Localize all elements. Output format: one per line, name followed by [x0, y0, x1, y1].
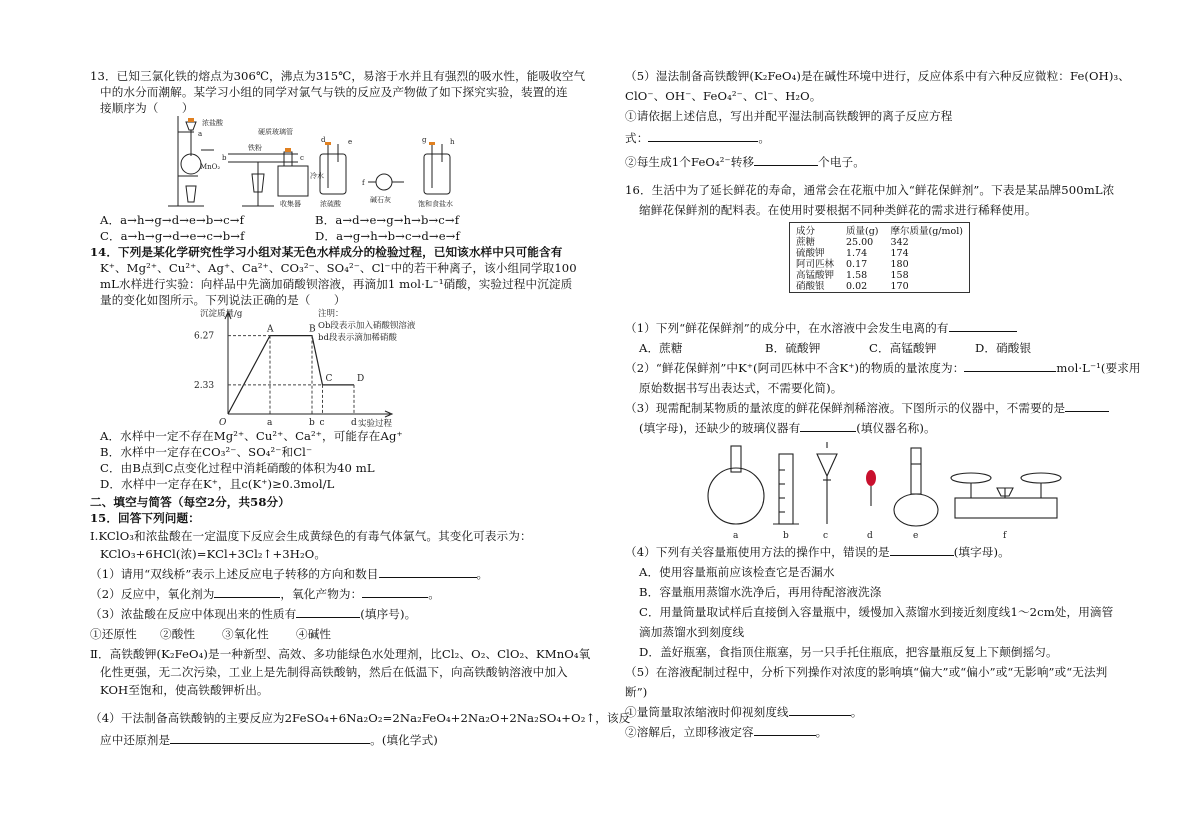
table-cell: 阿司匹林 [796, 259, 835, 270]
fig-label-glass-tube: 硬质玻璃管 [258, 128, 293, 136]
table-cell: 1.58 [846, 270, 868, 281]
q15-sub5-blank-1[interactable] [648, 130, 758, 142]
q15-sub1 [90, 566, 488, 582]
fig-label-soda-lime: 碱石灰 [370, 196, 391, 204]
q15-sub3-end: (填序号)。 [360, 607, 417, 621]
q15-sub5-line5-text-b: 个电子。 [818, 155, 865, 169]
graduated-cylinder-icon [773, 454, 799, 524]
dropper-icon [866, 470, 876, 506]
q16-sub4-blank[interactable] [890, 544, 954, 556]
round-bottom-flask-icon [708, 446, 764, 524]
q16-sub3-blank-1[interactable] [1065, 400, 1109, 412]
q15-sub3-text: （3）浓盐酸在反应中体现出来的性质有 [90, 607, 297, 621]
instrument-label-c: c [823, 531, 829, 541]
q14-line3: mL水样进行实验：向样品中先滴加硝酸钡溶液，再滴加1 mol·L⁻¹硝酸，实验过程中沉淀质 [100, 277, 573, 291]
precipitate-chart [190, 306, 500, 430]
table-cell: 硝酸银 [796, 281, 825, 292]
table-row [790, 237, 969, 248]
q16-sub4-option-c-line1: C．用量筒量取试样后直接倒入容量瓶中，缓慢加入蒸馏水到接近刻度线1～2cm处，用滴管 [639, 605, 1114, 619]
table-row [790, 281, 969, 292]
fig-label-collector: 收集器 [280, 200, 301, 208]
q16-sub4-option-d: D．盖好瓶塞，食指顶住瓶塞，另一只手托住瓶底，把容量瓶反复上下颠倒摇匀。 [639, 645, 1058, 659]
q14-line1: 14．下列是某化学研究性学习小组对某无色水样成分的检验过程，已知该水样中只可能含有 [90, 245, 563, 259]
fig-label-conc-h2so4: 浓硫酸 [320, 200, 341, 208]
chart-annotation-2: bd段表示滴加稀硝酸 [318, 333, 397, 343]
lab-instruments-figure [705, 440, 1105, 542]
q15-sub5-line1: （5）湿法制备高铁酸钾(K₂FeO₄)是在碱性环境中进行，反应体系中有六种反应微粒：Fe(OH)₃、 [625, 69, 1130, 83]
q15-sub2-blank-1[interactable] [214, 586, 280, 598]
instrument-label-b: b [783, 531, 789, 541]
chart-point-label: A [267, 324, 274, 335]
q15-sub1-end: 。 [476, 567, 489, 581]
q16-sub1-option-c: C．高锰酸钾 [869, 341, 937, 355]
table-header: 质量(g) [846, 226, 879, 237]
table-header: 摩尔质量(g/mol) [890, 226, 963, 237]
fig-label-mno2: MnO₂ [200, 163, 221, 171]
table-cell: 0.17 [846, 259, 868, 270]
table-header: 成分 [796, 226, 816, 237]
q16-sub5-item-1-end: 。 [850, 705, 863, 719]
table-cell: 174 [890, 248, 909, 259]
table-cell: 高锰酸钾 [796, 270, 835, 281]
q13-option-d: D．a→g→h→b→c→d→e→f [315, 229, 460, 243]
chart-annotation-1: Ob段表示加入硝酸钡溶液 [318, 321, 416, 331]
q16-sub2-blank[interactable] [964, 360, 1056, 372]
q13-option-a: A．a→h→g→d→e→b→c→f [100, 213, 244, 227]
balance-scale-icon [951, 473, 1061, 518]
q14-option-d: D．水样中一定存在K⁺，且c(K⁺)≥0.3mol/L [100, 477, 335, 491]
separatory-funnel-icon [817, 442, 837, 524]
q13-line1: 13．已知三氯化铁的熔点为306℃，沸点为315℃，易溶于水并且有强烈的吸水性，能吸收空气 [90, 69, 586, 83]
q16-sub5-blank-1[interactable] [789, 704, 851, 716]
ingredient-table [789, 222, 970, 293]
q16-sub4-option-a: A．使用容量瓶前应该检查它是否漏水 [639, 565, 835, 579]
table-cell: 158 [890, 270, 909, 281]
q16-sub1-option-b: B．硫酸钾 [765, 341, 821, 355]
q15-sub4-line1: （4）干法制备高铁酸钠的主要反应为2FeSO₄+6Na₂O₂=2Na₂FeO₄+2Na₂O+2Na₂SO₄+O₂↑，该反 [90, 711, 631, 725]
fig-label-hcl: 浓盐酸 [202, 119, 223, 127]
q14-option-c: C．由B点到C点变化过程中消耗硝酸的体积为40 mL [100, 461, 375, 475]
q15-sub3-blank[interactable] [296, 606, 360, 618]
q15-sub5-line3: ①请依据上述信息，写出并配平湿法制高铁酸钾的离子反应方程 [625, 109, 953, 123]
q15-part2-line2: 化性更强，无二次污染，工业上是先制得高铁酸钠，然后在低温下，向高铁酸钠溶液中加入 [100, 665, 568, 679]
table-cell: 蔗糖 [796, 237, 816, 248]
q14-option-b: B．水样中一定存在CO₃²⁻、SO₄²⁻和Cl⁻ [100, 445, 313, 459]
q14-option-a: A．水样中一定不存在Mg²⁺、Cu²⁺、Ca²⁺，可能存在Ag⁺ [100, 429, 403, 443]
fig-label-h: h [450, 138, 455, 146]
q16-sub3-end: (填仪器名称)。 [856, 421, 936, 435]
chart-point-label: B [309, 324, 316, 335]
q15-sub5-line2: ClO⁻、OH⁻、FeO₄²⁻、Cl⁻、H₂O。 [625, 89, 822, 103]
q15-property-option-3: ③氧化性 [222, 627, 269, 641]
q16-sub5-item-2-text: ②溶解后，立即移液定容 [625, 725, 754, 739]
q16-sub5-item-1-text: ①量筒量取浓缩液时仰视刻度线 [625, 705, 789, 719]
volumetric-flask-icon [894, 448, 938, 526]
fig-label-b: b [222, 154, 227, 162]
q16-line1: 16．生活中为了延长鲜花的寿命，通常会在花瓶中加入“鲜花保鲜剂”。下表是某品牌500mL浓 [625, 183, 1115, 197]
fig-label-f: f [362, 179, 365, 187]
table-row [790, 248, 969, 259]
q16-sub1 [625, 320, 1017, 336]
instrument-label-d: d [867, 531, 873, 541]
q15-sub3 [90, 606, 416, 622]
q16-sub3-blank-2[interactable] [800, 420, 856, 432]
chart-ylabel: 沉淀质量/g [200, 309, 243, 319]
fig-label-iron: 铁粉 [248, 144, 262, 152]
instrument-label-e: e [913, 531, 919, 541]
q16-sub2-line1 [625, 360, 1141, 376]
chart-point-label: D [357, 373, 365, 384]
q13-apparatus-figure [158, 114, 488, 212]
chart-y-tick-label: 2.33 [194, 380, 215, 391]
instrument-label-f: f [1003, 531, 1007, 541]
q16-sub1-option-a: A．蔗糖 [639, 341, 683, 355]
q15-sub1-blank[interactable] [379, 566, 477, 578]
fig-label-d: d [321, 136, 326, 144]
q15-sub2-blank-2[interactable] [362, 586, 428, 598]
chart-x-tick-label: c [319, 418, 325, 428]
q16-sub5-blank-2[interactable] [754, 724, 816, 736]
q16-sub1-text: （1）下列“鲜花保鲜剂”的成分中，在水溶液中会发生电离的有 [625, 321, 949, 335]
table-cell: 25.00 [846, 237, 874, 248]
q15-sub2-end: 。 [428, 587, 440, 601]
chart-point-label: C [325, 373, 333, 384]
q16-sub4 [625, 544, 1010, 560]
q16-sub5-item-2-end: 。 [815, 725, 828, 739]
fig-label-c: c [300, 154, 304, 162]
q16-sub2-text: （2）“鲜花保鲜剂”中K⁺(阿司匹林中不含K⁺)的物质的量浓度为： [625, 361, 965, 375]
q15-sub4-line2 [100, 732, 438, 748]
chart-y-tick-label: 6.27 [194, 331, 215, 342]
q15-property-option-2: ②酸性 [160, 627, 196, 641]
q15-sub4-text: 应中还原剂是 [100, 733, 171, 747]
q16-sub4-option-b: B．容量瓶用蒸馏水洗净后，再用待配溶液洗涤 [639, 585, 882, 599]
table-cell: 180 [890, 259, 909, 270]
q16-sub5-item-2 [625, 724, 827, 740]
q15-part2-line3: KOH至饱和，使高铁酸钾析出。 [100, 683, 269, 697]
q15-sub5-line4-end: 。 [758, 131, 771, 145]
q14-line2: K⁺、Mg²⁺、Cu²⁺、Ag⁺、Ca²⁺、CO₃²⁻、SO₄²⁻、Cl⁻中的若干种离子，该小组同学取100 [100, 261, 577, 275]
q16-sub4-end: (填字母)。 [953, 545, 1010, 559]
fig-label-cold-water: 冷水 [310, 172, 324, 180]
q16-sub2-line2: 原始数据书写出表达式，不需要化简)。 [639, 381, 843, 395]
q15-sub5-line5-text-a: ②每生成1个FeO₄²⁻转移 [625, 155, 755, 169]
fig-label-brine: 饱和食盐水 [418, 200, 453, 208]
fig-label-e: e [348, 138, 353, 146]
q15-sub2-text-b: ，氧化产物为： [280, 587, 363, 601]
table-cell: 0.02 [846, 281, 868, 292]
q15-sub4-blank[interactable] [170, 732, 370, 744]
q13-line2: 中的水分而潮解。某学习小组的同学对氯气与铁的反应及产物做了如下探究实验，装置的连 [100, 85, 568, 99]
table-row [790, 259, 969, 270]
q15-property-option-1: ①还原性 [90, 627, 137, 641]
section-2-heading: 二、填空与简答（每空2分，共58分） [90, 495, 290, 509]
chart-xlabel: 实验过程 [358, 419, 393, 429]
chart-annotation-title: 注明： [318, 309, 344, 319]
q15-sub2-text-a: （2）反应中，氧化剂为 [90, 587, 215, 601]
table-cell: 342 [890, 237, 909, 248]
table-row [790, 270, 969, 281]
q16-sub3-line1 [625, 400, 1109, 416]
q16-line2: 缩鲜花保鲜剂的配料表。在使用时要根据不同种类鲜花的需求进行稀释使用。 [639, 203, 1037, 217]
q16-sub2-unit: mol·L⁻¹(要求用 [1056, 361, 1141, 375]
q16-sub3-text: （3）现需配制某物质的量浓度的鲜花保鲜剂稀溶液。下图所示的仪器中，不需要的是 [625, 401, 1066, 415]
q13-line3: 接顺序为（ ） [100, 101, 194, 115]
q15-property-option-4: ④碱性 [296, 627, 332, 641]
q15-part1-intro: Ⅰ.KClO₃和浓盐酸在一定温度下反应会生成黄绿色的有毒气体氯气。其变化可表示为： [90, 529, 532, 543]
q15-sub5-line4 [625, 130, 770, 146]
chart-x-tick-label: O [219, 418, 227, 428]
q15-sub4-end: 。(填化学式) [370, 733, 438, 747]
q14-line4: 量的变化如图所示。下列说法正确的是（ ） [100, 293, 346, 307]
chart-x-tick-label: b [309, 418, 315, 428]
q16-sub5-line2: 断”) [625, 685, 648, 699]
fig-label-a: a [198, 130, 203, 138]
q16-sub1-option-d: D．硝酸银 [975, 341, 1032, 355]
q15-sub5-line5 [625, 154, 865, 170]
q15-equation: KClO₃+6HCl(浓)=KCl+3Cl₂↑+3H₂O。 [100, 547, 327, 561]
q16-sub4-option-c-line2: 滴加蒸馏水到刻度线 [639, 625, 745, 639]
q16-sub3-line2 [639, 420, 936, 436]
table-header-row [790, 223, 969, 237]
chart-series-line [228, 336, 354, 414]
q16-sub5-line1: （5）在溶液配制过程中，分析下列操作对浓度的影响填“偏大”或“偏小”或“无影响”或“无法判 [625, 665, 1108, 679]
chart-x-tick-label: d [351, 418, 357, 428]
q15-sub5-line4-text: 式： [625, 131, 649, 145]
q16-sub4-text: （4）下列有关容量瓶使用方法的操作中，错误的是 [625, 545, 890, 559]
q13-option-c: C．a→h→g→d→e→c→b→f [100, 229, 245, 243]
q13-option-b: B．a→d→e→g→h→b→c→f [315, 213, 460, 227]
q15-sub2 [90, 586, 440, 602]
table-cell: 1.74 [846, 248, 868, 259]
q15-sub1-text: （1）请用“双线桥”表示上述反应电子转移的方向和数目 [90, 567, 379, 581]
fig-label-g: g [422, 136, 427, 144]
q15-part2-line1: Ⅱ．高铁酸钾(K₂FeO₄)是一种新型、高效、多功能绿色水处理剂，比Cl₂、O₂、ClO₂、KMnO₄氧 [90, 647, 591, 661]
chart-x-tick-label: a [267, 418, 273, 428]
q16-sub3-text-2: (填字母)，还缺少的玻璃仪器有 [639, 421, 801, 435]
table-cell: 170 [890, 281, 909, 292]
table-cell: 硫酸钾 [796, 248, 825, 259]
q16-sub5-item-1 [625, 704, 862, 720]
q15-sub5-blank-2[interactable] [754, 154, 818, 166]
q16-sub1-blank[interactable] [949, 320, 1017, 332]
q15-title: 15．回答下列问题： [90, 511, 200, 525]
instrument-label-a: a [733, 531, 739, 541]
